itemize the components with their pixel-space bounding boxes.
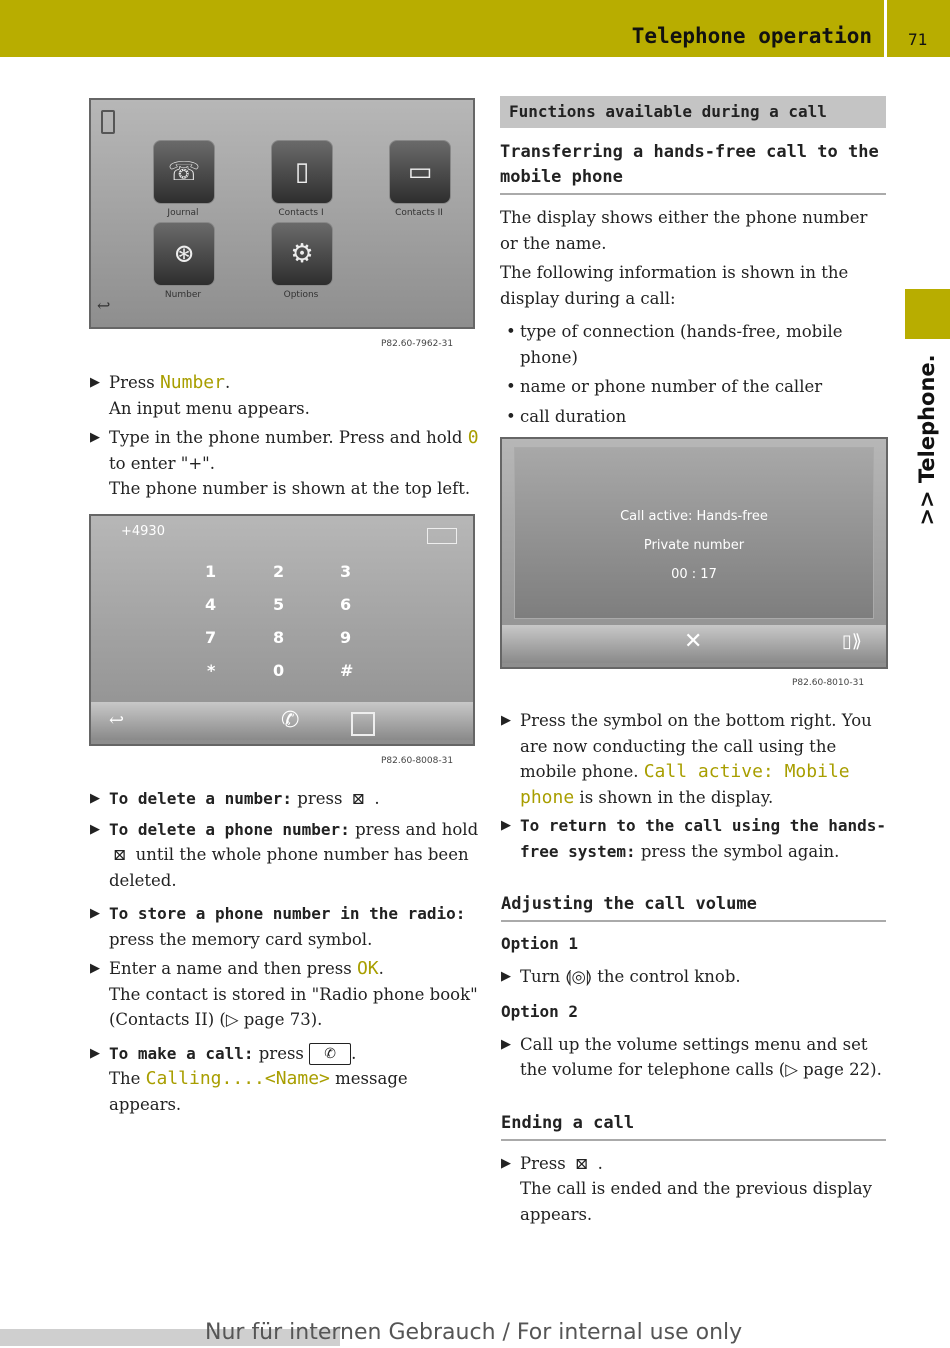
tile-label: Contacts I xyxy=(278,208,324,218)
call-status: Call active: Hands-free xyxy=(620,509,768,524)
control-knob-icon: ⟬◎⟭ xyxy=(565,967,593,986)
transfer-to-mobile-icon: ▯⟫ xyxy=(842,631,862,652)
key: 6 xyxy=(340,595,352,614)
number-dial-icon: ⊛ xyxy=(153,222,215,286)
step: ▶ Enter a name and then press OK. The contact is stored in "Radio phone book" (Contacts II) (▷ page 73). xyxy=(90,956,480,1033)
options-gear-icon: ⚙ xyxy=(271,222,333,286)
delete-icon xyxy=(427,528,457,544)
key: # xyxy=(340,661,354,680)
end-call-x-icon: ✕ xyxy=(684,629,703,654)
step: ▶ To store a phone number in the radio: press the memory card symbol. xyxy=(90,901,480,952)
figure-caption: P82.60-8008-31 xyxy=(381,756,454,766)
call-handset-icon: ✆ xyxy=(281,708,300,733)
section-heading: Ending a call xyxy=(501,1111,886,1141)
left-steps-2 xyxy=(90,786,480,1117)
header-title: Telephone operation xyxy=(631,24,872,48)
figure-caption: P82.60-7962-31 xyxy=(381,339,454,349)
key: * xyxy=(207,661,216,680)
delete-symbol-icon: ⊠ xyxy=(113,845,127,864)
contacts-ii-icon: ▭ xyxy=(389,140,451,204)
call-button-icon: ✆ xyxy=(309,1043,351,1065)
tile-label: Number xyxy=(164,290,202,300)
option-label: Option 1 xyxy=(501,934,579,953)
caller-name: Private number xyxy=(643,538,745,553)
list-item: • name or phone number of the caller xyxy=(500,374,886,400)
step: ▶ Call up the volume settings menu and set the volume for telephone calls (▷ page 22). xyxy=(501,1032,891,1083)
key: 0 xyxy=(273,661,285,680)
bullet-list xyxy=(500,319,886,429)
key: 8 xyxy=(273,628,285,647)
back-icon: ↩ xyxy=(97,296,111,315)
phone-icon xyxy=(101,110,115,134)
page-header xyxy=(0,0,950,57)
step: ▶ Press Number. An input menu appears. xyxy=(90,370,480,421)
tile-label: Contacts II xyxy=(395,208,443,218)
dialpad-screen xyxy=(89,514,475,746)
right-column-top xyxy=(500,96,886,429)
step: ▶ To delete a phone number: press and hold ⊠ until the whole phone number has been deleted. xyxy=(90,817,480,894)
side-tab-marker xyxy=(905,289,950,339)
option-label: Option 2 xyxy=(501,1001,579,1021)
right-column-bottom xyxy=(501,708,891,1227)
step: ▶ To make a call: press ✆ . The Calling....<Name> message appears. xyxy=(90,1041,480,1118)
call-active-screen xyxy=(500,437,888,669)
figure-caption: P82.60-8010-31 xyxy=(792,678,865,688)
menu-screen xyxy=(89,98,475,329)
step: ▶ Press ⊠ . The call is ended and the previous display appears. xyxy=(501,1151,891,1228)
key: 7 xyxy=(205,628,217,647)
back-icon: ↩ xyxy=(109,710,125,731)
key: 5 xyxy=(273,595,285,614)
list-item: • call duration xyxy=(500,404,886,430)
key: 4 xyxy=(205,595,217,614)
page-number: 71 xyxy=(908,30,928,49)
key: 1 xyxy=(205,562,217,581)
paragraph: The following information is shown in the display during a call: xyxy=(500,263,849,308)
left-steps-1 xyxy=(90,370,480,502)
delete-symbol-icon: ⊠ xyxy=(574,1153,589,1173)
dialed-number: +4930 xyxy=(121,524,165,539)
delete-symbol-icon: ⊠ xyxy=(351,789,366,808)
call-duration: 00 : 17 xyxy=(671,567,717,582)
header-divider xyxy=(884,0,887,57)
tile-label: Options xyxy=(283,290,319,300)
section-box-title: Functions available during a call xyxy=(500,96,886,128)
memory-card-icon xyxy=(351,712,375,736)
key: 9 xyxy=(340,628,352,647)
step: ▶ To delete a number: press ⊠ . xyxy=(90,786,480,812)
step: ▶ Type in the phone number. Press and hold 0 to enter "+". The phone number is shown at the top left. xyxy=(90,425,480,502)
key: 2 xyxy=(273,562,285,581)
paragraph: The display shows either the phone number or the name. xyxy=(500,208,868,253)
section-heading: Adjusting the call volume xyxy=(501,892,886,922)
step: ▶ To return to the call using the hands-free system: press the symbol again. xyxy=(501,813,891,864)
side-section-label: >> Telephone. xyxy=(915,354,939,526)
key: 3 xyxy=(340,562,352,581)
step: ▶ Turn ⟬◎⟭ the control knob. xyxy=(501,964,891,990)
footer-notice: Nur für internen Gebrauch / For internal use only xyxy=(205,1320,743,1345)
list-item: • type of connection (hands-free, mobile phone) xyxy=(500,319,886,370)
step: ▶ Press the symbol on the bottom right. You are now conducting the call using the mobile phone. Call active: Mobile phone is shown in the display. xyxy=(501,708,891,810)
journal-icon: ☏ xyxy=(153,140,215,204)
contacts-i-icon: ▯ xyxy=(271,140,333,204)
section-heading: Transferring a hands-free call to the mobile phone xyxy=(500,140,886,195)
call-info-panel xyxy=(514,447,874,619)
tile-label: Journal xyxy=(167,208,199,218)
